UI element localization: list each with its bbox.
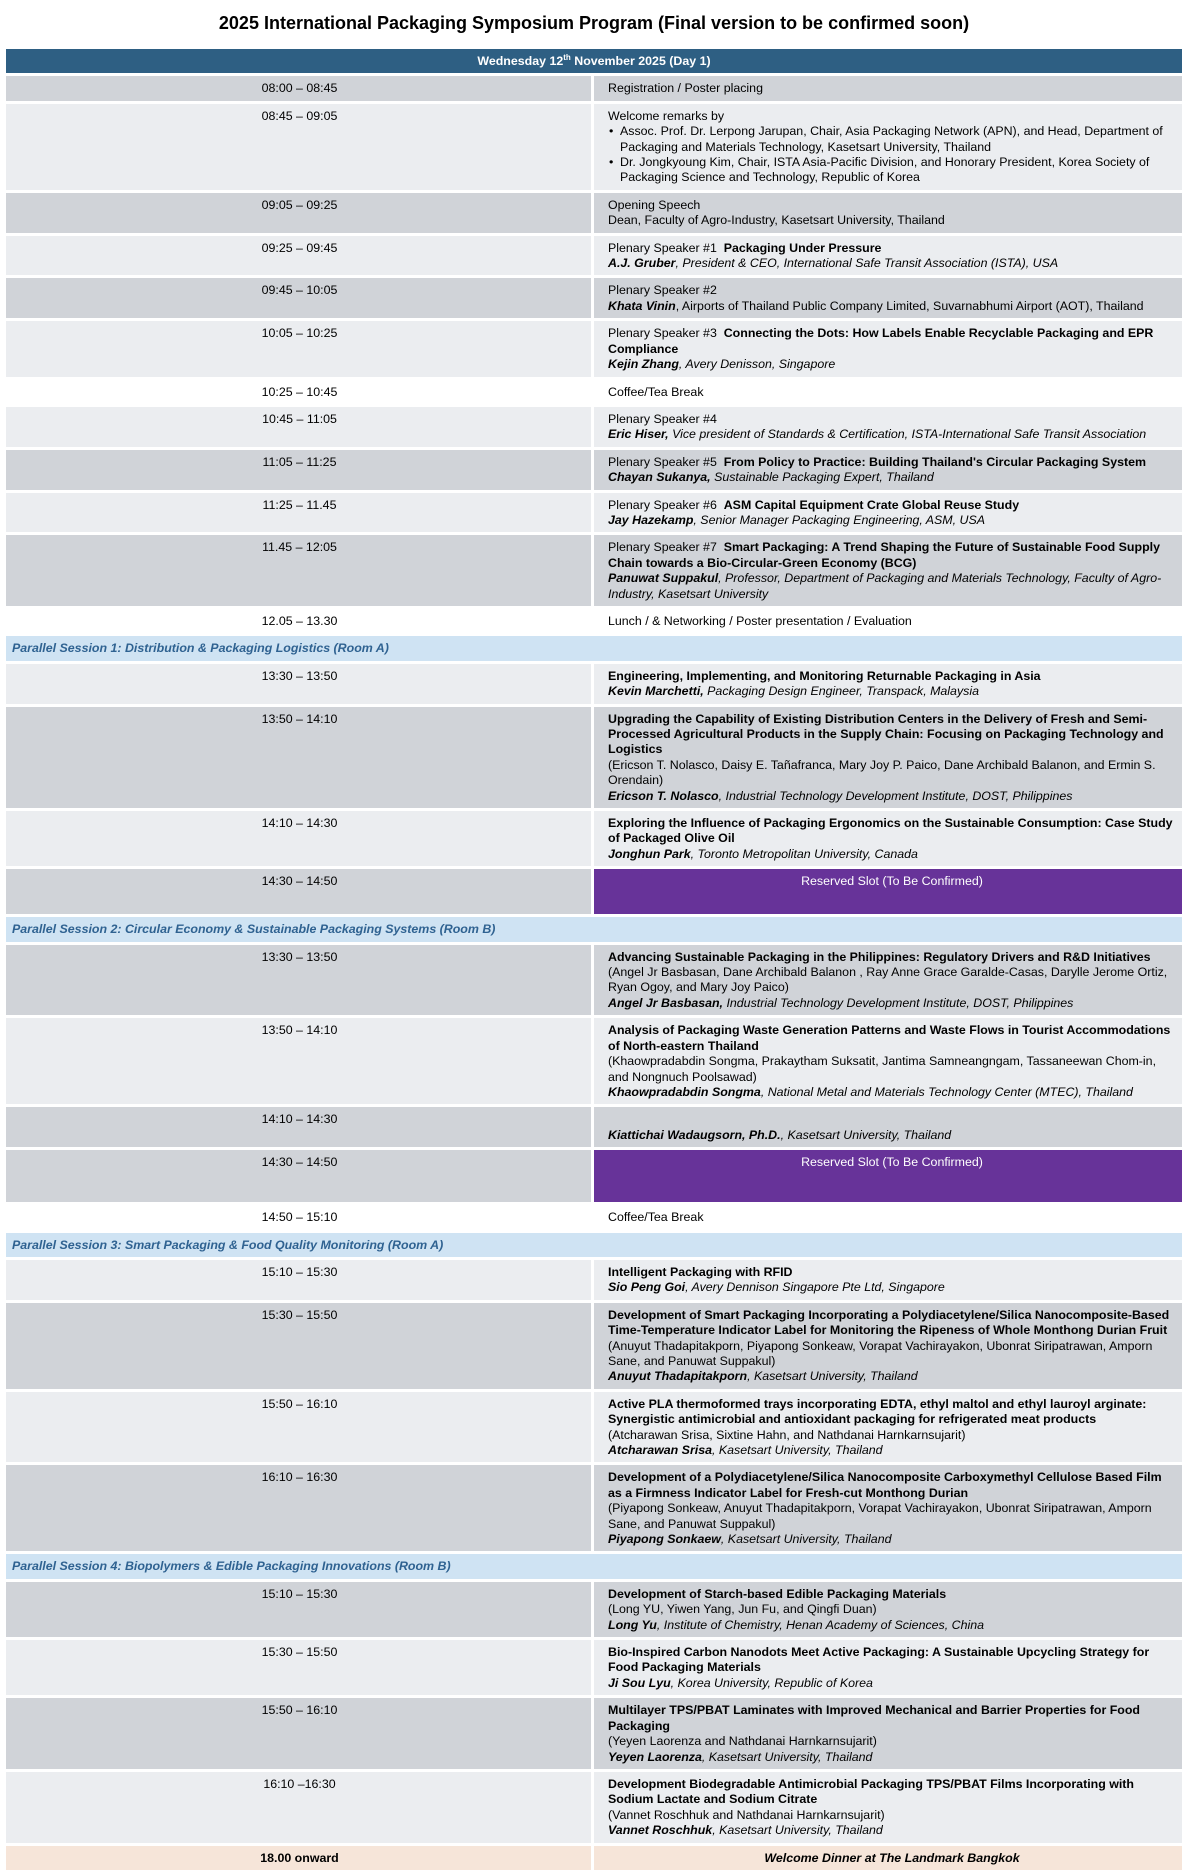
- plenary-line: [608, 455, 1176, 470]
- slot-content: [594, 945, 1182, 1016]
- time-slot: 13:50 – 14:10: [6, 1018, 594, 1104]
- slot-content: [594, 493, 1182, 533]
- row-row: [6, 1392, 1182, 1463]
- speaker-name: Chayan Sukanya,: [608, 470, 711, 485]
- slot-content: [594, 1582, 1182, 1637]
- slot-content: [594, 535, 1182, 606]
- speaker-line: [608, 1823, 1176, 1838]
- section-row: [6, 636, 1182, 660]
- slot-content: [594, 278, 1182, 318]
- talk-title: Engineering, Implementing, and Monitoring Returnable Packaging in Asia: [608, 668, 1041, 683]
- speaker-affiliation: , Professor, Department of Packaging and Materials Technology, Faculty of Agro-Industry, Kasetsart University: [608, 571, 1162, 601]
- time-slot: 09:45 – 10:05: [6, 278, 594, 318]
- session-header: Parallel Session 1: Distribution & Packaging Logistics (Room A): [6, 636, 1182, 660]
- talk-title: Exploring the Influence of Packaging Ergonomics on the Sustainable Consumption: Case Study of Packaged Olive Oil: [608, 816, 1173, 846]
- plenary-line: [608, 540, 1176, 571]
- speaker-name: Kevin Marchetti,: [608, 684, 704, 699]
- speaker-name: Jonghun Park: [608, 846, 691, 861]
- speaker-name: Ericson T. Nolasco: [608, 788, 719, 803]
- speaker-affiliation: , Kasetsart University, Thailand: [780, 1127, 952, 1142]
- section-row: [6, 1554, 1182, 1578]
- talk-title: Development of a Polydiacetylene/Silica Nanocomposite Carboxymethyl Cellulose Based Film as a Firmness Indicator Label for Fresh-cut Monthong Durian: [608, 1470, 1162, 1500]
- row-row: [6, 193, 1182, 233]
- time-slot: 15:10 – 15:30: [6, 1582, 594, 1637]
- speaker-line: [608, 847, 1176, 862]
- row-row: [6, 707, 1182, 808]
- row-row: [6, 811, 1182, 866]
- line-text: (Yeyen Laorenza and Nathdanai Harnkarnsujarit): [608, 1734, 877, 1749]
- bullet-list: [608, 124, 1176, 186]
- speaker-name: A.J. Gruber: [608, 256, 676, 271]
- break-label: Coffee/Tea Break: [608, 1210, 704, 1225]
- slot-content: [594, 450, 1182, 490]
- line-text: Registration / Poster placing: [608, 81, 763, 96]
- speaker-name: Khaowpradabdin Songma: [608, 1084, 761, 1099]
- speaker-name: Vannet Roschhuk: [608, 1823, 713, 1838]
- speaker-affiliation: , Kasetsart University, Thailand: [712, 1823, 883, 1838]
- slot-content: [594, 1107, 1182, 1147]
- time-slot: 16:10 – 16:30: [6, 1465, 594, 1551]
- speaker-affiliation: , Kasetsart University, Thailand: [701, 1749, 873, 1764]
- line-text: (Ericson T. Nolasco, Daisy E. Tañafranca, Mary Joy P. Paico, Dane Archibald Balanon, and Ermin S. Orendain): [608, 757, 1156, 788]
- talk-title: Active PLA thermoformed trays incorporating EDTA, ethyl maltol and ethyl lauroyl arginate: Synergistic antimicrobial and antioxidant packaging for refrigerated meat products: [608, 1396, 1147, 1427]
- talk-title: Packaging Under Pressure: [723, 240, 882, 255]
- row-row: [6, 76, 1182, 100]
- schedule-table: [6, 46, 1182, 1873]
- speaker-name: Sio Peng Goi: [608, 1280, 686, 1295]
- line-text: (Piyapong Sonkeaw, Anuyut Thadapitakporn, Vorapat Vachirayakon, Ubonrat Siripatrawan, Amporn Sane, and Panuwat Suppakul): [608, 1501, 1152, 1531]
- line-text: Welcome remarks by: [608, 108, 725, 123]
- time-slot: 13:30 – 13:50: [6, 945, 594, 1016]
- section-row: [6, 1233, 1182, 1257]
- slot-content: [594, 1465, 1182, 1551]
- speaker-line: [608, 1128, 1176, 1143]
- time-slot: 11.45 – 12:05: [6, 535, 594, 606]
- speaker-affiliation: , Avery Denisson, Singapore: [678, 357, 836, 372]
- day-header-ordinal: th: [563, 52, 571, 62]
- speaker-affiliation: Vice president of Standards & Certification, ISTA-International Safe Transit Association: [668, 427, 1147, 442]
- speaker-affiliation: Industrial Technology Development Institute, DOST, Philippines: [723, 995, 1074, 1010]
- row-row: [6, 664, 1182, 704]
- time-slot: 15:50 – 16:10: [6, 1392, 594, 1463]
- talk-title: Development of Starch-based Edible Packaging Materials: [608, 1586, 947, 1601]
- line-text: (Vannet Roschhuk and Nathdanai Harnkarnsujarit): [608, 1807, 885, 1822]
- session-header: Parallel Session 3: Smart Packaging & Food Quality Monitoring (Room A): [6, 1233, 1182, 1257]
- slot-content: [594, 811, 1182, 866]
- plenary-label: Plenary Speaker #4: [608, 411, 717, 426]
- slot-content: [594, 1018, 1182, 1104]
- slot-content: [594, 76, 1182, 100]
- plenary-label: Plenary Speaker #6: [608, 497, 717, 512]
- slot-content: [594, 193, 1182, 233]
- time-slot: 13:30 – 13:50: [6, 664, 594, 704]
- talk-title: Development Biodegradable Antimicrobial Packaging TPS/PBAT Films Incorporating with Sodium Lactate and Sodium Citrate: [608, 1776, 1134, 1807]
- plenary-line: [608, 283, 1176, 298]
- speaker-name: Piyapong Sonkaew: [608, 1532, 721, 1547]
- speaker-affiliation: , National Metal and Materials Technology Center (MTEC), Thailand: [760, 1084, 1133, 1099]
- row-row: [6, 1107, 1182, 1147]
- speaker-affiliation: , Kasetsart University, Thailand: [712, 1443, 883, 1457]
- plenary-label: Plenary Speaker #2: [608, 283, 717, 298]
- row-row: [6, 1303, 1182, 1389]
- line-text: (Khaowpradabdin Songma, Prakaytham Suksatit, Jantima Samneangngam, Tassaneewan Chom-in, and Nongnuch Poolsawad): [608, 1054, 1157, 1084]
- slot-content: [594, 1303, 1182, 1389]
- schedule-body: [6, 49, 1182, 1870]
- row-row: [6, 104, 1182, 190]
- speaker-line: [608, 513, 1176, 528]
- bullet-item: • Assoc. Prof. Dr. Lerpong Jarupan, Chair, Asia Packaging Network (APN), and Head, Department of Packaging and Materials Technology, Kasetsart University, Thailand: [608, 124, 1176, 155]
- speaker-name: Panuwat Suppakul: [608, 571, 719, 586]
- plenary-label: Plenary Speaker #3: [608, 326, 717, 341]
- time-slot: 08:00 – 08:45: [6, 76, 594, 100]
- talk-title: Development of Smart Packaging Incorporating a Polydiacetylene/Silica Nanocomposite-Based Time-Temperature Indicator Label for Monitoring the Ripeness of Whole Monthong Durian Fruit: [608, 1307, 1170, 1338]
- slot-content: [594, 1772, 1182, 1843]
- reserved-row: [6, 1150, 1182, 1202]
- talk-title: Upgrading the Capability of Existing Distribution Centers in the Delivery of Fresh and Semi-Processed Agricultural Products in the Supply Chain: Focusing on Packaging Technology and Logistics: [608, 711, 1164, 757]
- speaker-line: [608, 299, 1176, 314]
- row-row: [6, 1018, 1182, 1104]
- speaker-line: [608, 1750, 1176, 1765]
- line-text: Dean, Faculty of Agro-Industry, Kasetsart University, Thailand: [608, 213, 945, 228]
- talk-title: Multilayer TPS/PBAT Laminates with Improved Mechanical and Barrier Properties for Food Packaging: [608, 1703, 1140, 1733]
- time-slot: 10:45 – 11:05: [6, 407, 594, 447]
- slot-content: [594, 1392, 1182, 1463]
- line-text: Opening Speech: [608, 197, 701, 212]
- speaker-name: Anuyut Thadapitakporn: [608, 1369, 748, 1384]
- section-row: [6, 917, 1182, 941]
- speaker-affiliation: Sustainable Packaging Expert, Thailand: [710, 470, 934, 485]
- speaker-line: [608, 256, 1176, 271]
- slot-content: [594, 664, 1182, 704]
- speaker-name: Kejin Zhang: [608, 357, 679, 372]
- time-slot: 14:30 – 14:50: [6, 869, 594, 914]
- break-label: Lunch / & Networking / Poster presentation / Evaluation: [608, 613, 912, 628]
- speaker-affiliation: , Kasetsart University, Thailand: [747, 1369, 918, 1384]
- speaker-name: Angel Jr Basbasan,: [608, 995, 724, 1010]
- line-text: (Atcharawan Srisa, Sixtine Hahn, and Nathdanai Harnkarnsujarit): [608, 1427, 966, 1442]
- speaker-line: [608, 1085, 1176, 1100]
- day-header-month: November 2025 (Day 1): [570, 54, 711, 68]
- talk-title: Connecting the Dots: How Labels Enable Recyclable Packaging and EPR Compliance: [608, 326, 1154, 356]
- row-row: [6, 321, 1182, 376]
- slot-content: [594, 104, 1182, 190]
- time-slot: 13:50 – 14:10: [6, 707, 594, 808]
- speaker-line: [608, 1369, 1176, 1384]
- slot-content: [594, 1260, 1182, 1300]
- time-slot: 11:05 – 11:25: [6, 450, 594, 490]
- speaker-affiliation: , Airports of Thailand Public Company Limited, Suvarnabhumi Airport (AOT), Thailand: [675, 298, 1144, 313]
- speaker-line: [608, 470, 1176, 485]
- talk-title: Intelligent Packaging with RFID: [608, 1264, 793, 1279]
- talk-title: Smart Packaging: A Trend Shaping the Future of Sustainable Food Supply Chain towards a Bio-Circular-Green Economy (BCG): [608, 540, 1160, 570]
- row-row: [6, 535, 1182, 606]
- break-row: [6, 1205, 1182, 1229]
- line-text: (Long YU, Yiwen Yang, Jun Fu, and Qingfi Duan): [608, 1602, 877, 1617]
- speaker-name: Atcharawan Srisa: [608, 1443, 712, 1457]
- speaker-name: Long Yu: [608, 1617, 657, 1632]
- speaker-name: Yeyen Laorenza: [608, 1749, 702, 1764]
- speaker-line: [608, 1618, 1176, 1633]
- speaker-line: [608, 1443, 1176, 1458]
- time-slot: 08:45 – 09:05: [6, 104, 594, 190]
- talk-title: From Policy to Practice: Building Thailand's Circular Packaging System: [723, 454, 1147, 469]
- speaker-affiliation: , Avery Dennison Singapore Pte Ltd, Singapore: [685, 1280, 945, 1295]
- day-header-date: Wednesday 12: [477, 54, 564, 68]
- plenary-label: Plenary Speaker #1: [608, 240, 717, 255]
- slot-content: [594, 707, 1182, 808]
- plenary-line: [608, 498, 1176, 513]
- time-slot: 14:30 – 14:50: [6, 1150, 594, 1202]
- row-row: [6, 945, 1182, 1016]
- slot-content: [594, 1640, 1182, 1695]
- slot-content: [594, 321, 1182, 376]
- row-row: [6, 450, 1182, 490]
- time-slot: 10:05 – 10:25: [6, 321, 594, 376]
- row-row: [6, 1772, 1182, 1843]
- speaker-line: [608, 1532, 1176, 1547]
- speaker-affiliation: , President & CEO, International Safe Transit Association (ISTA), USA: [675, 256, 1059, 271]
- day-header: [6, 49, 1182, 73]
- session-header: Parallel Session 2: Circular Economy & Sustainable Packaging Systems (Room B): [6, 917, 1182, 941]
- speaker-affiliation: , Toronto Metropolitan University, Canada: [690, 846, 918, 861]
- time-slot: 12.05 – 13.30: [6, 609, 594, 633]
- time-slot: 14:10 – 14:30: [6, 1107, 594, 1147]
- reserved-slot-label: Reserved Slot (To Be Confirmed): [594, 1150, 1182, 1202]
- speaker-line: [608, 1280, 1176, 1295]
- time-slot: 09:05 – 09:25: [6, 193, 594, 233]
- time-slot: 18.00 onward: [6, 1846, 594, 1870]
- reserved-row: [6, 869, 1182, 914]
- row-row: [6, 1698, 1182, 1769]
- empty-title-line: [608, 1112, 1176, 1127]
- speaker-name: Jay Hazekamp: [608, 512, 694, 527]
- row-row: [6, 1582, 1182, 1637]
- row-row: [6, 1640, 1182, 1695]
- time-slot: 10:25 – 10:45: [6, 380, 594, 404]
- time-slot: 14:10 – 14:30: [6, 811, 594, 866]
- speaker-name: Khata Vinin: [608, 298, 676, 313]
- speaker-affiliation: , Industrial Technology Development Institute, DOST, Philippines: [718, 788, 1073, 803]
- time-slot: 14:50 – 15:10: [6, 1205, 594, 1229]
- plenary-label: Plenary Speaker #5: [608, 454, 717, 469]
- speaker-line: [608, 789, 1176, 804]
- plenary-label: Plenary Speaker #7: [608, 540, 717, 555]
- session-header: Parallel Session 4: Biopolymers & Edible Packaging Innovations (Room B): [6, 1554, 1182, 1578]
- slot-content: [594, 407, 1182, 447]
- row-row: [6, 1260, 1182, 1300]
- page-title: 2025 International Packaging Symposium Program (Final version to be confirmed soon): [218, 13, 970, 33]
- talk-title: Analysis of Packaging Waste Generation Patterns and Waste Flows in Tourist Accommodations of North-eastern Thailand: [608, 1023, 1171, 1053]
- row-row: [6, 407, 1182, 447]
- slot-content: [594, 1698, 1182, 1769]
- talk-title: Bio-Inspired Carbon Nanodots Meet Active Packaging: A Sustainable Upcycling Strategy for Food Packaging Materials: [608, 1645, 1150, 1675]
- time-slot: 15:50 – 16:10: [6, 1698, 594, 1769]
- speaker-affiliation: , Institute of Chemistry, Henan Academy of Sciences, China: [656, 1617, 984, 1632]
- line-text: (Anuyut Thadapitakporn, Piyapong Sonkeaw, Vorapat Vachirayakon, Ubonrat Siripatrawan, Amporn Sane, and Panuwat Suppakul): [608, 1338, 1153, 1368]
- speaker-line: [608, 571, 1176, 602]
- speaker-affiliation: , Korea University, Republic of Korea: [670, 1675, 873, 1690]
- reserved-slot-label: Reserved Slot (To Be Confirmed): [594, 869, 1182, 914]
- speaker-line: [608, 357, 1176, 372]
- speaker-affiliation: Packaging Design Engineer, Transpack, Malaysia: [703, 684, 979, 699]
- time-slot: 16:10 –16:30: [6, 1772, 594, 1843]
- break-row: [6, 609, 1182, 633]
- speaker-name: Eric Hiser,: [608, 427, 669, 442]
- day-header-row: [6, 49, 1182, 73]
- speaker-affiliation: , Kasetsart University, Thailand: [720, 1532, 892, 1547]
- speaker-line: [608, 684, 1176, 699]
- speaker-line: [608, 427, 1176, 442]
- plenary-line: [608, 326, 1176, 357]
- speaker-name: Ji Sou Lyu: [608, 1675, 671, 1690]
- row-row: [6, 278, 1182, 318]
- talk-title: ASM Capital Equipment Crate Global Reuse Study: [723, 497, 1020, 512]
- slot-content: [594, 236, 1182, 276]
- plenary-line: [608, 412, 1176, 427]
- time-slot: 09:25 – 09:45: [6, 236, 594, 276]
- plenary-line: [608, 241, 1176, 256]
- time-slot: 11:25 – 11.45: [6, 493, 594, 533]
- row-row: [6, 1465, 1182, 1551]
- time-slot: 15:30 – 15:50: [6, 1303, 594, 1389]
- bullet-item: • Dr. Jongkyoung Kim, Chair, ISTA Asia-Pacific Division, and Honorary President, Korea Society of Packaging Science and Technology, Republic of Korea: [608, 155, 1176, 186]
- talk-title: Advancing Sustainable Packaging in the Philippines: Regulatory Drivers and R&D Initiatives: [608, 949, 1151, 964]
- speaker-line: [608, 996, 1176, 1011]
- break-row: [6, 380, 1182, 404]
- time-slot: 15:30 – 15:50: [6, 1640, 594, 1695]
- break-label: Coffee/Tea Break: [608, 384, 704, 399]
- row-row: [6, 236, 1182, 276]
- speaker-line: [608, 1676, 1176, 1691]
- speaker-affiliation: , Senior Manager Packaging Engineering, ASM, USA: [693, 512, 985, 527]
- speaker-name: Kiattichai Wadaugsorn, Ph.D.: [608, 1127, 781, 1142]
- time-slot: 15:10 – 15:30: [6, 1260, 594, 1300]
- dinner-label: Welcome Dinner at The Landmark Bangkok: [594, 1846, 1182, 1870]
- row-row: [6, 493, 1182, 533]
- welcome-speakers-list: [608, 124, 1176, 186]
- dinner-row: [6, 1846, 1182, 1870]
- line-text: (Angel Jr Basbasan, Dane Archibald Balanon , Ray Anne Grace Garalde-Casas, Darylle Jerome Ortiz, Ryan Ogoy, and Mary Joy Paico): [608, 965, 1168, 995]
